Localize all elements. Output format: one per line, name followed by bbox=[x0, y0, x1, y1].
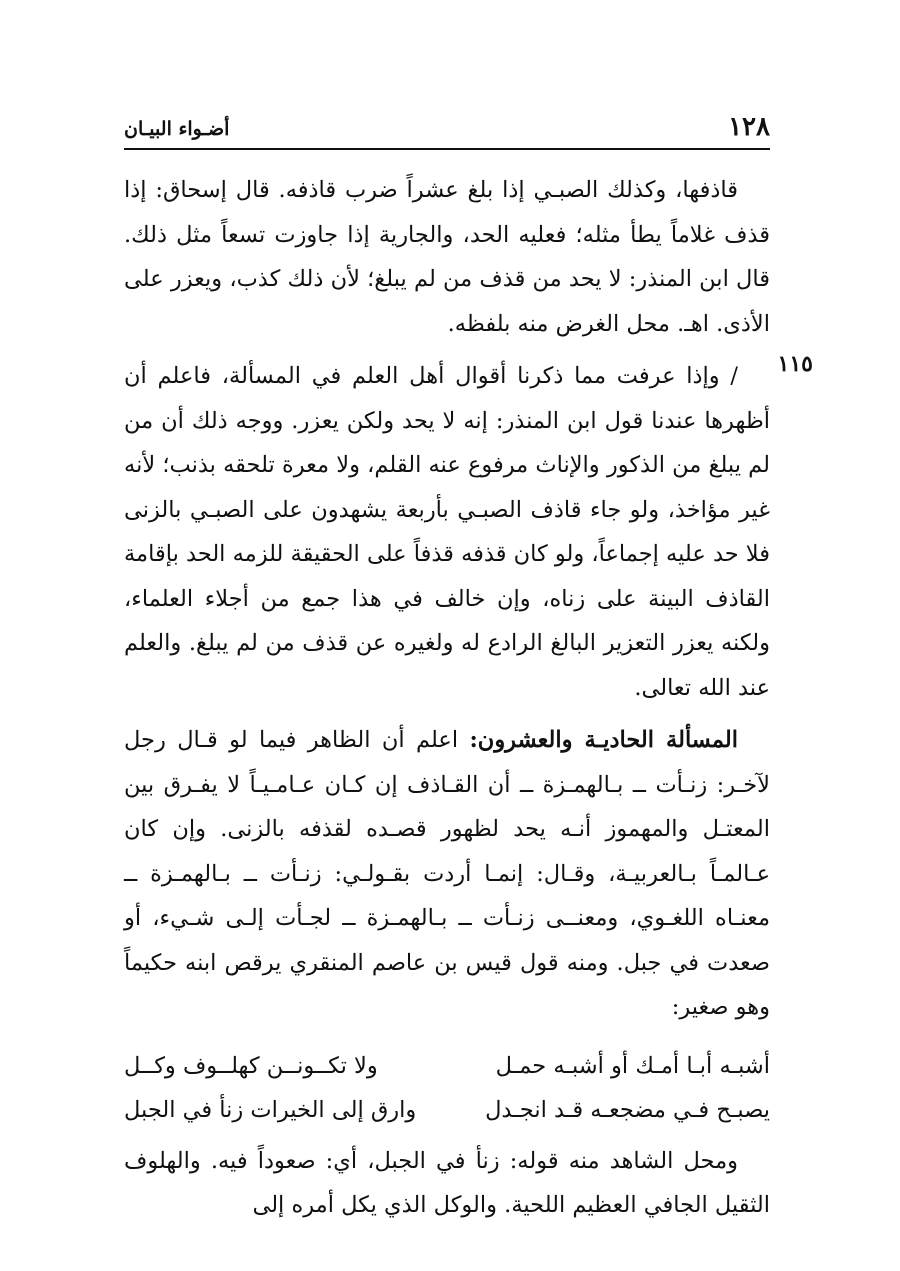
verse-line bbox=[124, 1044, 770, 1089]
verse-second-hemistich: وارق إلى الخيرات زنأ في الجبل bbox=[124, 1097, 417, 1123]
paragraph-3 bbox=[124, 718, 770, 1030]
margin-page-reference: ١١٥ bbox=[777, 351, 813, 377]
poetry-block bbox=[124, 1044, 770, 1133]
paragraph-2: / وإذا عرفت مما ذكرنا أقوال أهل العلم في المسألة، فاعلم أن أظهرها عندنا قول ابن المنذر: إنه لا يحد ولكن يعزر. ووجه ذلك أن من لم يبلغ من الذكور والإناث مرفوع عنه القلم، ولا معرة تلحقه بذنب؛ لأنه غير مؤاخذ، ولو جاء قاذف الصبـي بأربعة يشهدون على الصبـي بالزنى فلا حد عليه إجماعاً، ولو كان قذفه قذفاً على الحقيقة للزمه الحد بإقامة القاذف البينة على زناه، وإن خالف في هذا جمع من أجلاء العلماء، ولكنه يعزر التعزير البالغ الرادع له ولغيره عن قذف من لم يبلغ. والعلم عند الله تعالى. bbox=[123, 363, 770, 701]
issue-body: اعلم أن الظاهر فيما لو قـال رجل لآخـر: زنـأت ــ بـالهمـزة ــ أن القـاذف إن كـان عـامـيـاً لا يفـرق بين المعتـل والمهموز أنـه يحد لظهور قصـده لقذفه بالزنى. وإن كان عـالمـاً بـالعربيـة، وقـال: إنمـا أردت بقـولـي: زنـأت ــ بـالهمـزة ــ معنـاه اللغـوي، ومعنــى زنـأت ــ بـالهمـزة ــ لجـأت إلـى شـيء، أو صعدت في جبل. ومنه قول قيس بن عاصم المنقري يرقص ابنه حكيماً وهو صغير: bbox=[124, 727, 770, 1020]
verse-line bbox=[124, 1088, 770, 1133]
issue-heading: المسألة الحاديـة والعشرون: bbox=[469, 727, 738, 753]
verse-second-hemistich: ولا تكــونــن كهلــوف وكــل bbox=[124, 1052, 378, 1079]
verse-first-hemistich: يصبـح فـي مضجعـه قـد انجـدل bbox=[485, 1097, 770, 1123]
page-header bbox=[124, 108, 770, 150]
page-number: ١٢٨ bbox=[728, 112, 770, 142]
page-body bbox=[124, 168, 770, 1236]
book-title: أضـواء البيـان bbox=[124, 118, 230, 140]
verse-first-hemistich: أشبـه أبـا أمـك أو أشبـه حمـل bbox=[495, 1052, 770, 1079]
paragraph-4: ومحل الشاهد منه قوله: زنأ في الجبل، أي: صعوداً فيه. والهلوف الثقيل الجافي العظيم اللحية. والوكل الذي يكل أمره إلى bbox=[124, 1147, 770, 1218]
paragraph-1: قاذفها، وكذلك الصبـي إذا بلغ عشراً ضرب قاذفه. قال إسحاق: إذا قذف غلاماً يطأ مثله؛ فعليه الحد، والجارية إذا جاوزت تسعاً مثل ذلك. قال ابن المنذر: لا يحد من قذف من لم يبلغ؛ لأن ذلك كذب، ويعزر على الأذى. اهـ. محل الغرض منه بلفظه. bbox=[124, 177, 770, 337]
